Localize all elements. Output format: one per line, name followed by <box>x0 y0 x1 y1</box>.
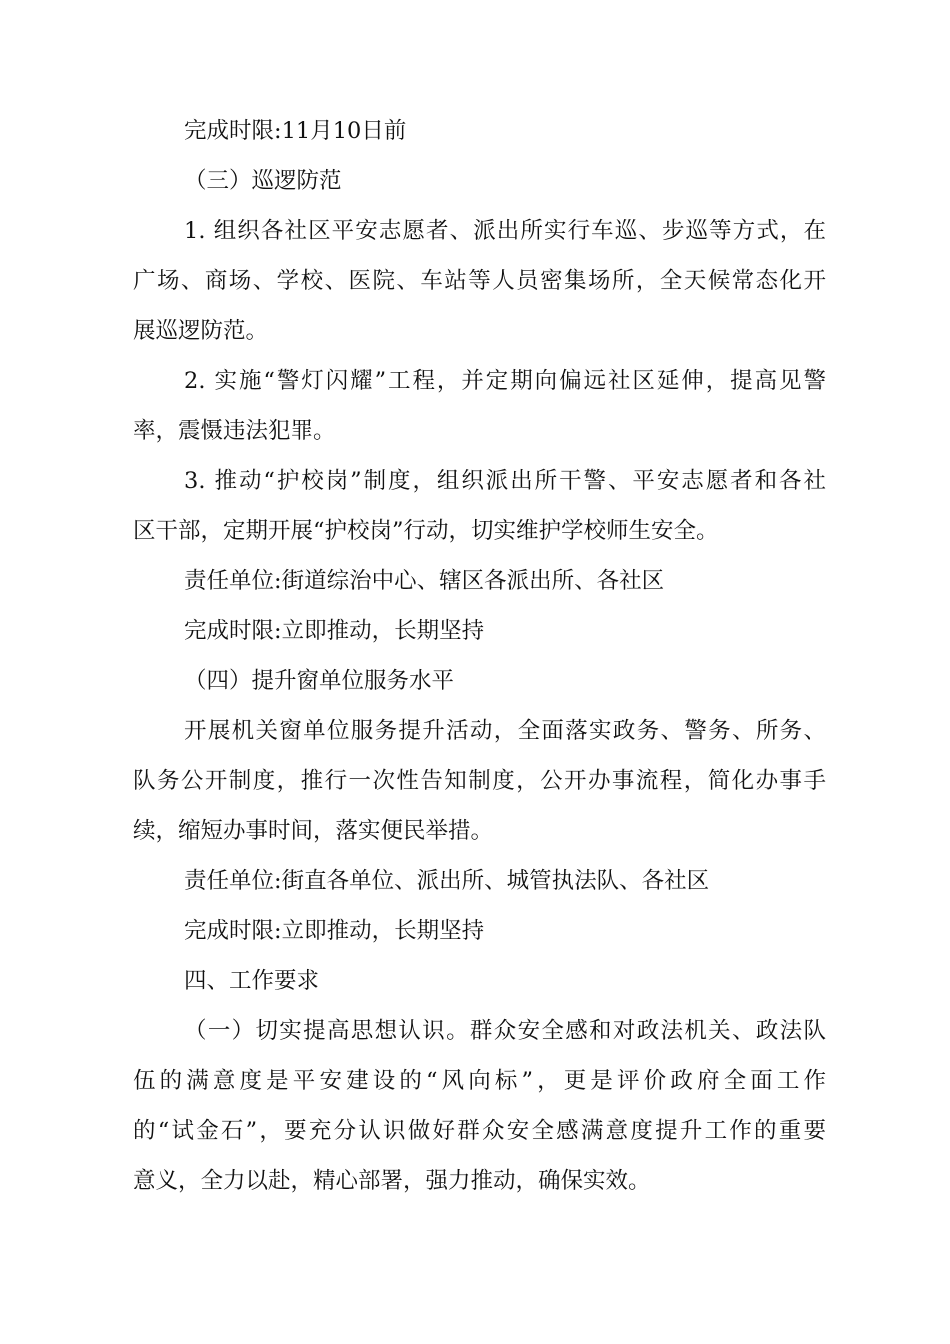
paragraph-line: 展巡逻防范。 <box>133 318 269 344</box>
deadline-line: 完成时限:立即推动，长期坚持 <box>184 918 485 944</box>
section-heading-service: （四）提升窗单位服务水平 <box>184 668 455 694</box>
paragraph-line: 伍的满意度是平安建设的“风向标”，更是评价政府全面工作 <box>133 1068 826 1094</box>
paragraph-line: 区干部，定期开展“护校岗”行动，切实维护学校师生安全。 <box>133 518 719 544</box>
section-heading-patrol: （三）巡逻防范 <box>184 168 342 194</box>
responsible-unit-line: 责任单位:街直各单位、派出所、城管执法队、各社区 <box>184 868 710 894</box>
deadline-line: 完成时限:11月10日前 <box>184 118 407 144</box>
paragraph-line: 续，缩短办事时间，落实便民举措。 <box>133 818 494 844</box>
paragraph-line: 意义，全力以赴，精心部署，强力推动，确保实效。 <box>133 1168 651 1194</box>
deadline-line: 完成时限:立即推动，长期坚持 <box>184 618 485 644</box>
paragraph-line: 的“试金石”，要充分认识做好群众安全感满意度提升工作的重要 <box>133 1118 826 1144</box>
paragraph-line: 广场、商场、学校、医院、车站等人员密集场所，全天候常态化开 <box>133 268 826 294</box>
section-heading-requirements: 四、工作要求 <box>184 968 320 994</box>
paragraph-line: 2. 实施“警灯闪耀”工程，并定期向偏远社区延伸，提高见警 <box>184 368 826 394</box>
paragraph-line: （一）切实提高思想认识。群众安全感和对政法机关、政法队 <box>184 1018 826 1044</box>
paragraph-line: 1. 组织各社区平安志愿者、派出所实行车巡、步巡等方式，在 <box>184 218 826 244</box>
paragraph-line: 开展机关窗单位服务提升活动，全面落实政务、警务、所务、 <box>184 718 826 744</box>
paragraph-line: 率，震慑违法犯罪。 <box>133 418 336 444</box>
paragraph-line: 3. 推动“护校岗”制度，组织派出所干警、平安志愿者和各社 <box>184 468 826 494</box>
responsible-unit-line: 责任单位:街道综治中心、辖区各派出所、各社区 <box>184 568 665 594</box>
paragraph-line: 队务公开制度，推行一次性告知制度，公开办事流程，简化办事手 <box>133 768 826 794</box>
